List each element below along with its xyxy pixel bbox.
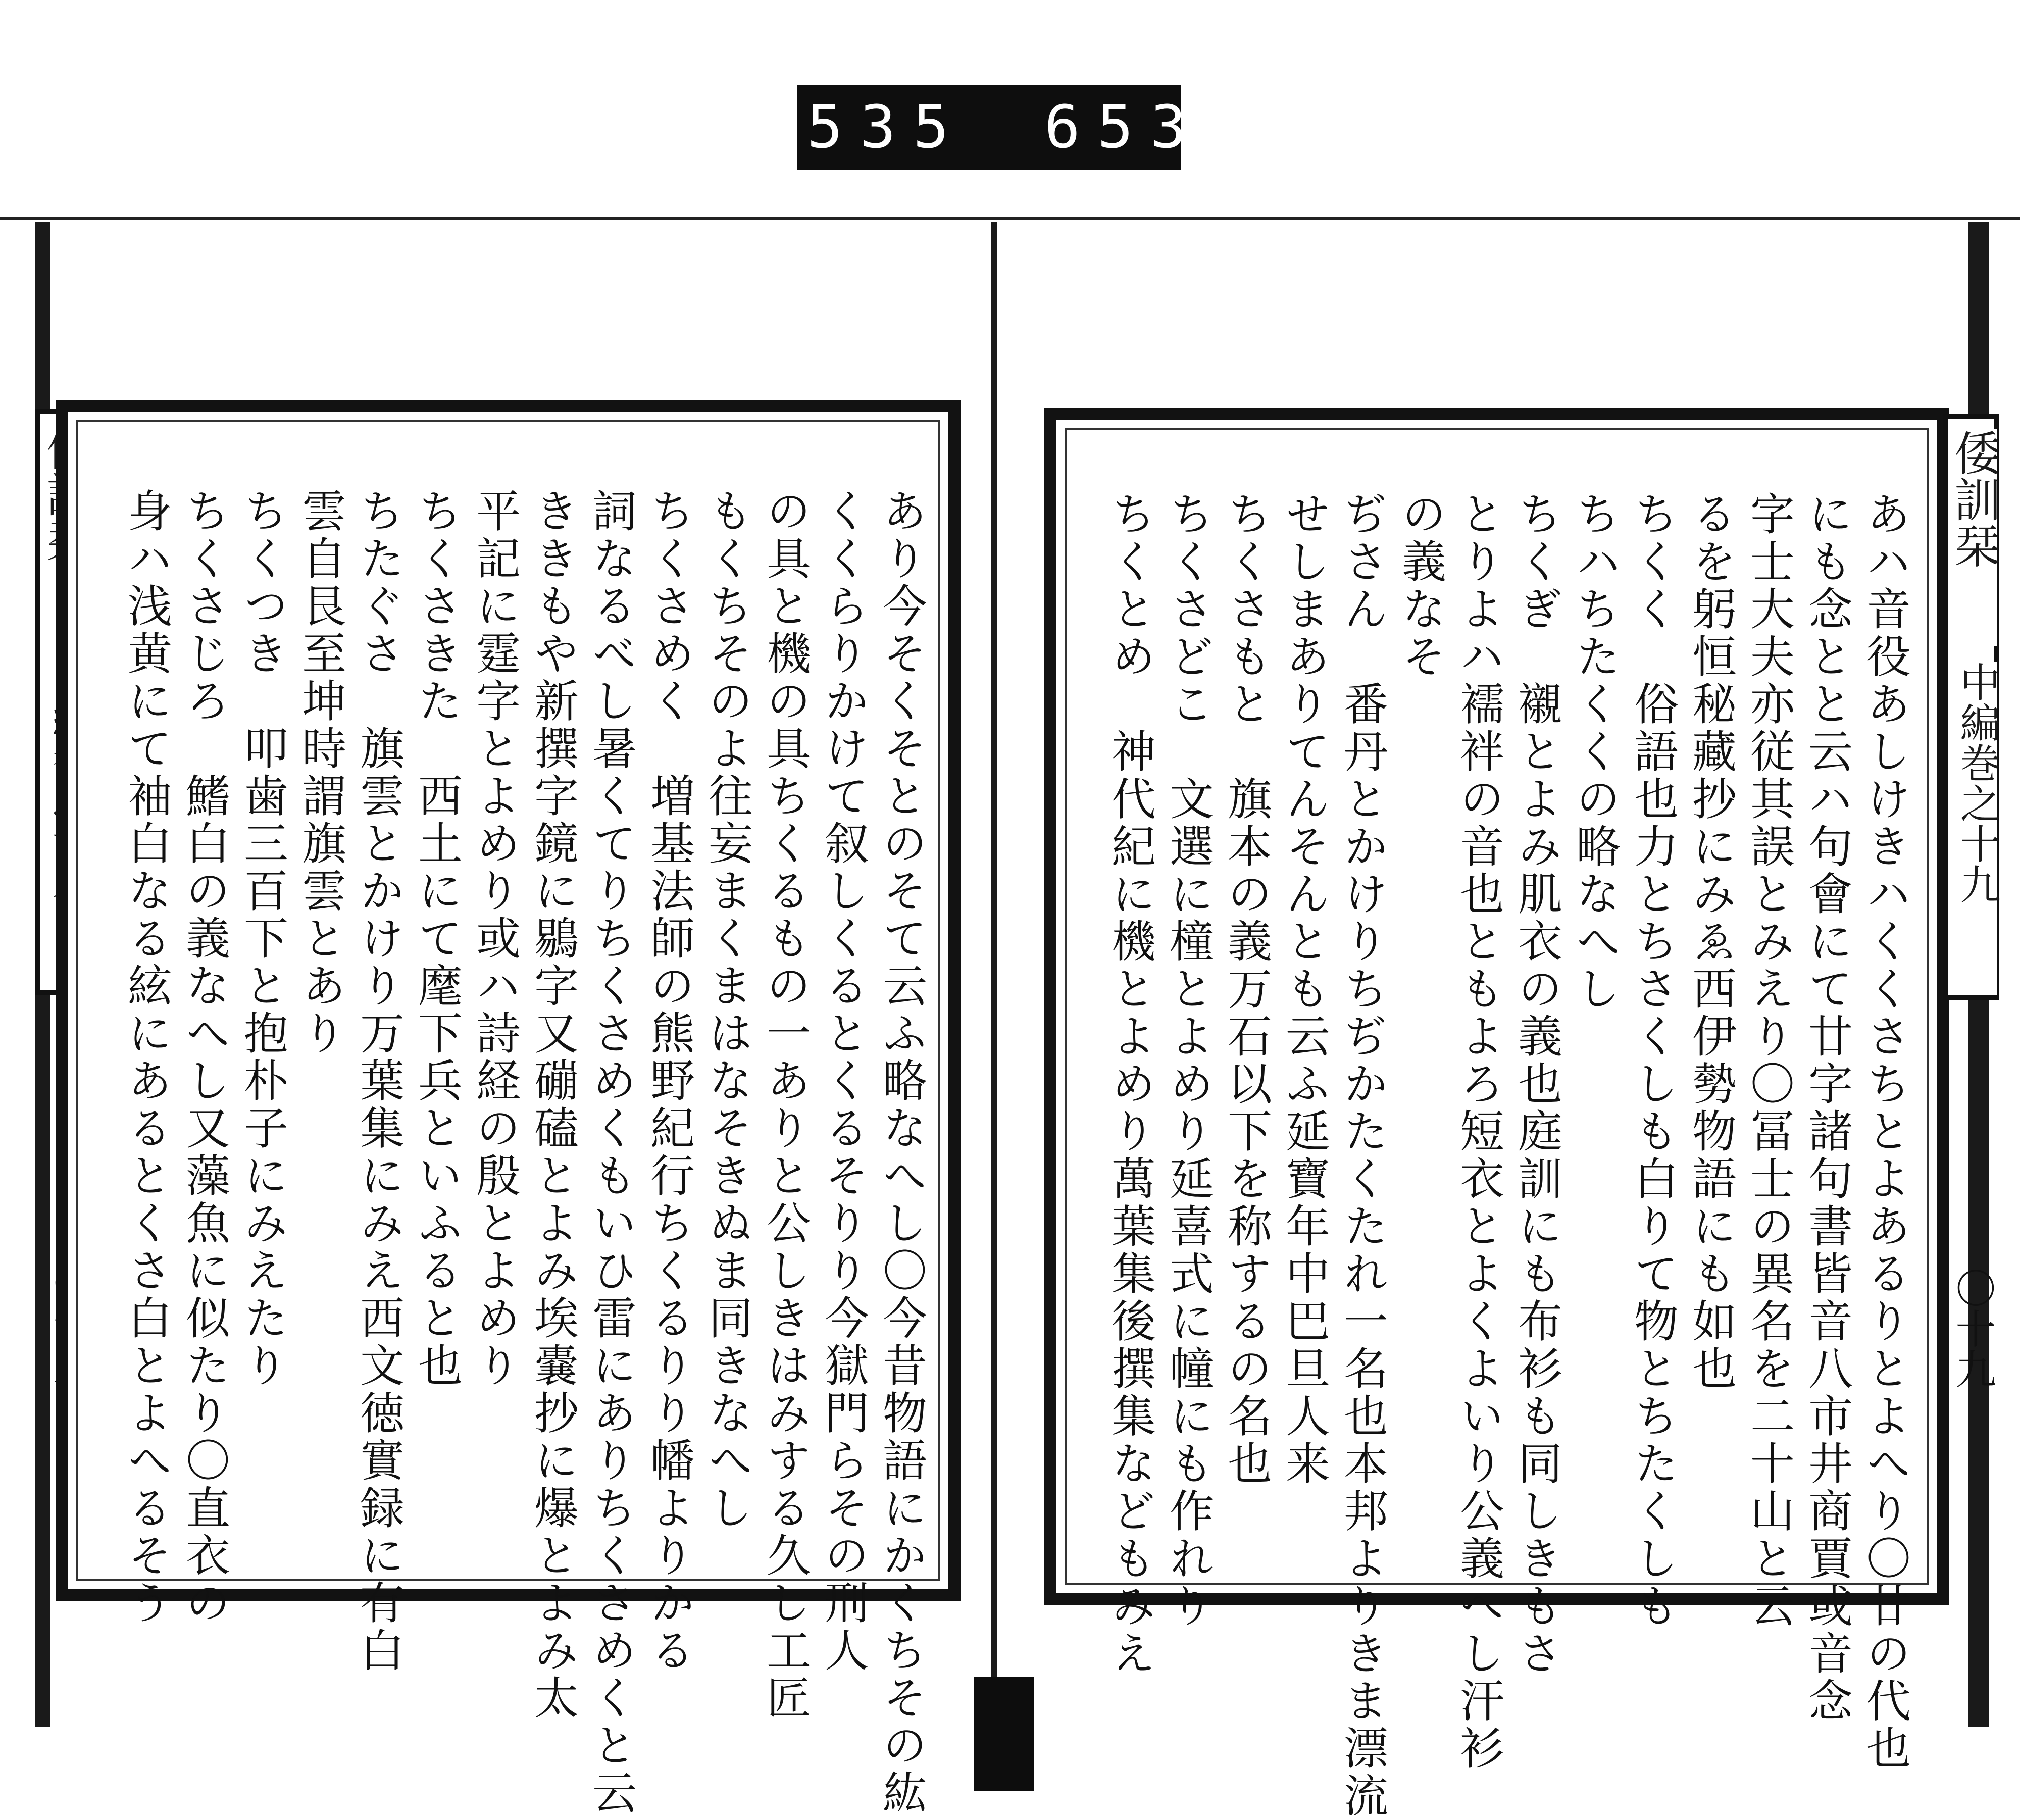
right-col-8: とりよハ襦袢の音也ともよろ短衣とよくよいり公義へし汗衫 bbox=[1453, 491, 1505, 1773]
left-col-10: ちたぐさ 旗雲とかけり万葉集にみえ西文徳實録に有白 bbox=[353, 488, 405, 1675]
left-col-1: あり今そくそとのそて云ふ略なへし〇今昔物語にかくちその紘 bbox=[876, 488, 928, 1817]
right-col-10: ぢさん 番丹とかけりちぢかたくたれ一名也本邦よりきま漂流 bbox=[1337, 491, 1389, 1820]
right-text-frame bbox=[1044, 408, 1949, 1820]
right-col-5: ちくく 俗語也力とちさくしも白りて物とちたくしも bbox=[1627, 491, 1679, 1630]
left-col-4: もくちそのよ往妄まくまはなそきぬま同きなへし bbox=[701, 488, 753, 1532]
left-col-6: 詞なるべし暑くてりちくさめくもいひ雷にありちくさめくと云 bbox=[585, 488, 637, 1817]
right-col-7: ちくぎ 襯とよみ肌衣の義也庭訓にも布衫も同しきもさ bbox=[1511, 491, 1563, 1678]
left-text-frame bbox=[56, 400, 961, 1817]
catalog-number-left: 535 bbox=[807, 92, 967, 162]
right-col-6: ちハちたくくの略なへし bbox=[1569, 491, 1621, 1013]
left-col-3: の具と機の具ちくるもの一ありと公しきはみする久し工匠 bbox=[760, 488, 812, 1722]
left-col-12: ちくつき 叩歯三百下と抱朴子にみえたり bbox=[237, 488, 289, 1390]
right-margin-title: 倭訓栞 bbox=[1951, 429, 1997, 646]
right-col-11: せしまありてんそんとも云ふ延寶年中巴旦人来 bbox=[1279, 491, 1331, 1488]
left-col-11: 雲自艮至坤時謂旗雲とあり bbox=[295, 488, 347, 1057]
center-gutter-line bbox=[991, 222, 997, 1788]
right-col-13: ちくさどこ 文選に橦とよめり延喜式に幢にも作れり bbox=[1163, 491, 1215, 1630]
right-col-2: にも念とと云ハ句會にて廿字諸句書皆音八市井商賈或音念 bbox=[1801, 491, 1853, 1725]
top-page-edge bbox=[0, 217, 2020, 220]
left-col-14: 身ハ浅黄にて袖白なる絃にあるとくさ白とよへるそう bbox=[121, 488, 173, 1627]
right-col-9: の義なそ bbox=[1395, 491, 1447, 681]
right-col-14: ちくとめ 神代紀に機とよめり萬葉集後撰集などもみえ bbox=[1104, 491, 1156, 1678]
left-col-13: ちくさじろ 鰭白の義なへし又藻魚に似たり〇直衣の bbox=[179, 488, 231, 1627]
right-text-area bbox=[1092, 491, 1911, 1820]
right-col-3: 字士大夫亦従其誤とみえり〇冨士の異名を二十山と云 bbox=[1743, 491, 1795, 1630]
left-text-area bbox=[108, 488, 928, 1817]
right-margin-volume: 中編巻之十九 bbox=[1951, 662, 1997, 995]
right-col-1: あハ音役あしけきハくくさちとよあるりとよへり〇廿の代也 bbox=[1859, 491, 1911, 1773]
right-margin-tab bbox=[1943, 414, 1999, 1000]
left-col-5: ちくさめく 増基法師の熊野紀行ちくるりり幡よりかる bbox=[643, 488, 695, 1675]
catalog-number-right: 653. bbox=[1044, 92, 1257, 162]
right-folio: 〇十九 bbox=[1949, 1268, 1996, 1389]
left-col-8: 平記に霆字とよめり或ハ詩経の殷とよめり bbox=[469, 488, 521, 1390]
catalog-label bbox=[797, 85, 1257, 170]
left-col-9: ちくさきた 西土にて麾下兵といふると也 bbox=[411, 488, 463, 1390]
right-col-4: るを躬恒秘藏抄にみゑ西伊勢物語にも如也 bbox=[1685, 491, 1737, 1393]
left-col-7: ききもや新撰字鏡に鶍字又磞磕とよみ埃嚢抄に爆とよみ太 bbox=[527, 488, 579, 1722]
right-col-12: ちくさもと 旗本の義万石以下を称するの名也 bbox=[1221, 491, 1273, 1488]
book-spine bbox=[974, 1677, 1034, 1791]
left-col-2: くくらりかけて叙しくるとくるそりり今獄門らその刑人 bbox=[818, 488, 870, 1675]
